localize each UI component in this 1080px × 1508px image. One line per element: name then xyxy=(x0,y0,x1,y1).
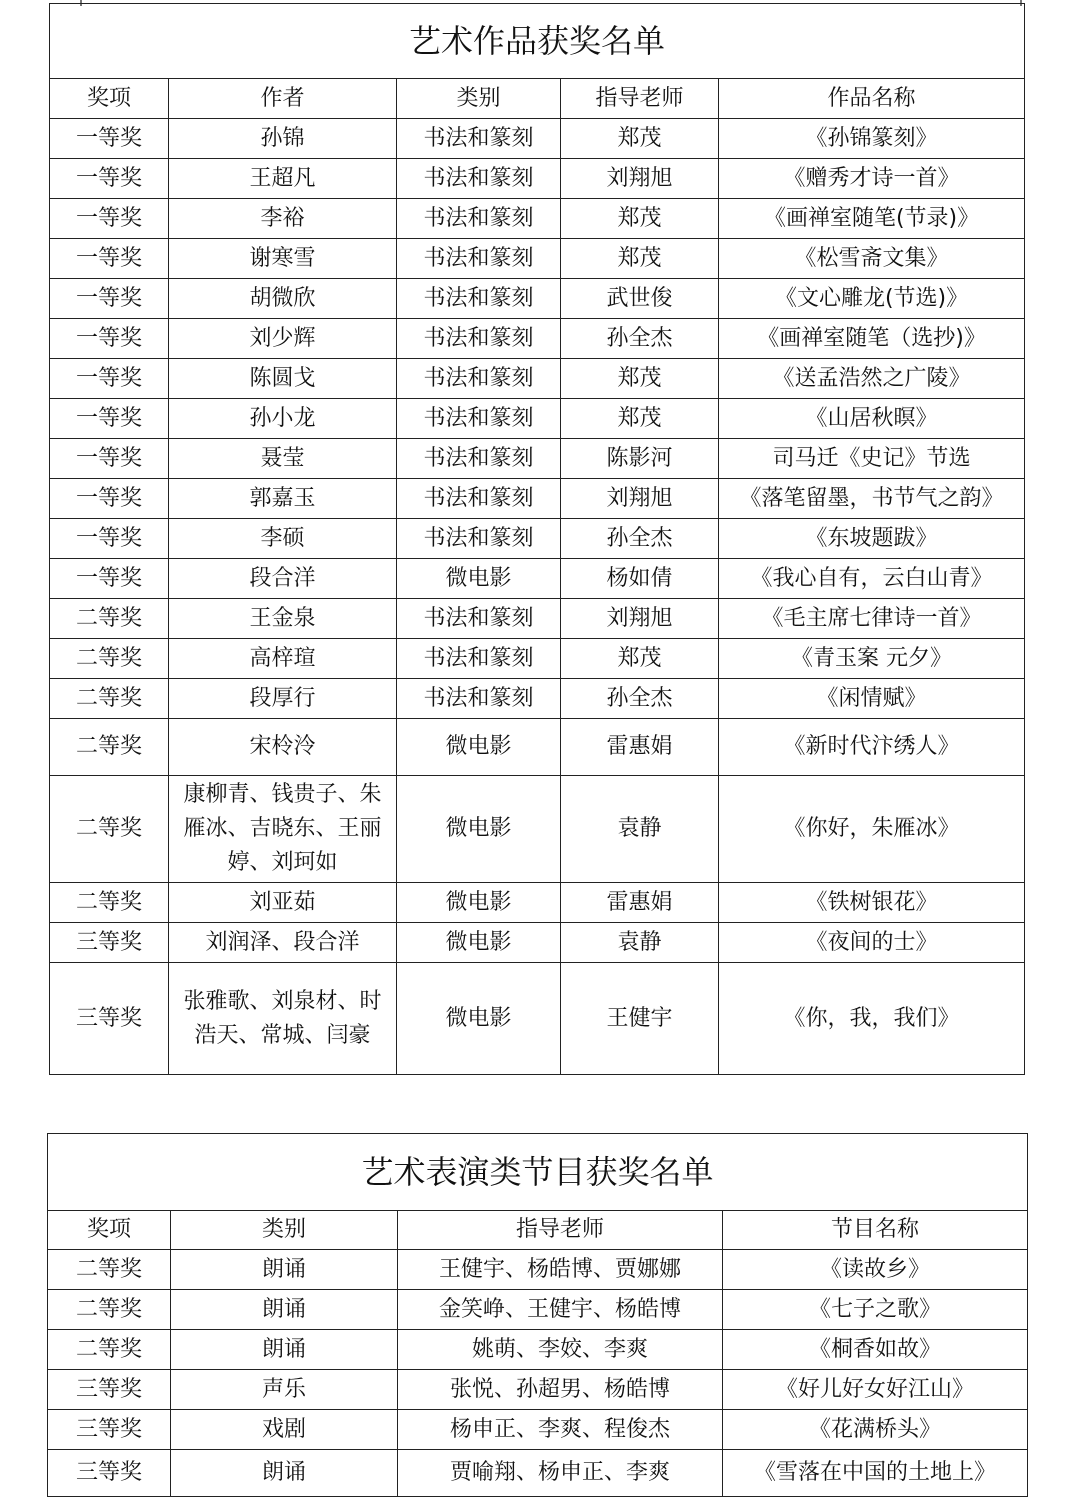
cell-text: 微电影 xyxy=(445,1005,512,1031)
cell-text: 《画禅室随笔(节录)》 xyxy=(763,205,980,231)
table-cell xyxy=(719,719,1025,776)
table-row xyxy=(50,559,1025,599)
cell-text: 二等奖 xyxy=(75,645,142,671)
cell-text: 书法和篆刻 xyxy=(423,485,534,511)
cell-text: 孙锦 xyxy=(260,125,305,151)
cell-text: 康柳青、钱贵子、朱雁冰、吉晓东、王丽婷、刘珂如 xyxy=(183,782,382,875)
cell-text: 谢寒雪 xyxy=(249,245,316,271)
cell-text: 刘亚茹 xyxy=(249,889,316,915)
cell-text: 郑茂 xyxy=(617,645,662,671)
cell-text: 雷惠娟 xyxy=(606,889,673,915)
table-cell xyxy=(561,776,719,883)
table-cell xyxy=(398,1290,723,1330)
cell-text: 陈影河 xyxy=(606,445,673,471)
table-cell xyxy=(397,883,561,923)
cell-text: 朗诵 xyxy=(261,1460,306,1485)
cell-text: 二等奖 xyxy=(75,1296,142,1322)
cell-text: 二等奖 xyxy=(75,1256,142,1282)
table-cell xyxy=(719,279,1025,319)
cell-text: 王健宇 xyxy=(606,1005,673,1031)
cell-text: 一等奖 xyxy=(75,245,142,271)
table-cell xyxy=(398,1410,723,1450)
table-cell xyxy=(50,239,169,279)
table-cell xyxy=(50,719,169,776)
table-cell xyxy=(50,963,169,1075)
cell-text: 一等奖 xyxy=(75,325,142,351)
table-row xyxy=(48,1450,1028,1497)
table-row xyxy=(50,923,1025,963)
table-cell xyxy=(397,679,561,719)
table-cell xyxy=(50,519,169,559)
cell-text: 三等奖 xyxy=(75,1460,142,1485)
table-cell xyxy=(561,119,719,159)
table-cell xyxy=(397,159,561,199)
cell-text: 二等奖 xyxy=(75,1336,142,1362)
table-cell xyxy=(397,319,561,359)
table-cell xyxy=(561,963,719,1075)
cell-text: 郭嘉玉 xyxy=(249,485,316,511)
table-cell xyxy=(719,776,1025,883)
table-cell xyxy=(171,1410,398,1450)
table-cell xyxy=(561,679,719,719)
table-cell xyxy=(561,719,719,776)
cell-text: 段合洋 xyxy=(249,565,316,591)
table-cell xyxy=(723,1330,1028,1370)
cell-text: 孙小龙 xyxy=(249,405,316,431)
table-cell xyxy=(397,923,561,963)
cell-text: 朗诵 xyxy=(261,1256,306,1282)
cell-text: 孙全杰 xyxy=(606,325,673,351)
header-row xyxy=(50,79,1025,119)
table-cell xyxy=(50,776,169,883)
table-cell xyxy=(719,883,1025,923)
table-cell xyxy=(169,923,397,963)
cell-text: 书法和篆刻 xyxy=(423,405,534,431)
table-row xyxy=(50,776,1025,883)
cell-text: 书法和篆刻 xyxy=(423,365,534,391)
cell-text: 一等奖 xyxy=(75,125,142,151)
cell-text: 《桐香如故》 xyxy=(809,1336,942,1362)
table-cell xyxy=(50,923,169,963)
cell-text: 孙全杰 xyxy=(606,525,673,551)
table-cell xyxy=(50,883,169,923)
table-cell xyxy=(561,479,719,519)
cell-text: 《读故乡》 xyxy=(820,1256,931,1282)
column-header: 指导老师 xyxy=(398,1211,723,1250)
table-cell xyxy=(50,399,169,439)
table-cell xyxy=(719,319,1025,359)
cell-text: 三等奖 xyxy=(75,929,142,955)
table-cell xyxy=(561,359,719,399)
table-cell xyxy=(50,359,169,399)
header-row xyxy=(48,1211,1028,1250)
cell-text: 《毛主席七律诗一首》 xyxy=(761,605,982,631)
cell-text: 《东坡题跋》 xyxy=(805,525,938,551)
table-cell xyxy=(719,239,1025,279)
cell-text: 郑茂 xyxy=(617,125,662,151)
table-cell xyxy=(169,599,397,639)
table-cell xyxy=(169,479,397,519)
cell-text: 刘翔旭 xyxy=(606,605,673,631)
table-cell xyxy=(50,479,169,519)
table-cell xyxy=(169,559,397,599)
table-cell xyxy=(169,883,397,923)
cell-text: 《花满桥头》 xyxy=(809,1416,942,1442)
cell-text: 《文心雕龙(节选)》 xyxy=(774,285,969,311)
cell-text: 《铁树银花》 xyxy=(805,889,938,915)
cell-text: 微电影 xyxy=(445,889,512,915)
cell-text: 书法和篆刻 xyxy=(423,525,534,551)
table-cell xyxy=(561,559,719,599)
cell-text: 书法和篆刻 xyxy=(423,645,534,671)
table-cell xyxy=(719,439,1025,479)
table-row xyxy=(50,399,1025,439)
cell-text: 刘少辉 xyxy=(249,325,316,351)
cell-text: 朗诵 xyxy=(261,1296,306,1322)
cell-text: 二等奖 xyxy=(75,734,142,759)
cell-text: 微电影 xyxy=(445,929,512,955)
table-cell xyxy=(169,963,397,1075)
table-cell xyxy=(561,399,719,439)
table-cell xyxy=(169,199,397,239)
cell-text: 书法和篆刻 xyxy=(423,205,534,231)
table-cell xyxy=(398,1450,723,1497)
table-cell xyxy=(169,119,397,159)
cell-text: 朗诵 xyxy=(261,1336,306,1362)
cell-text: 张悦、孙超男、杨皓博 xyxy=(449,1376,670,1402)
cell-text: 《你，我，我们》 xyxy=(783,1005,960,1031)
table-cell xyxy=(561,639,719,679)
table-cell xyxy=(50,639,169,679)
table-cell xyxy=(171,1370,398,1410)
table-row xyxy=(50,519,1025,559)
table-row xyxy=(50,719,1025,776)
table-row xyxy=(50,279,1025,319)
table-cell xyxy=(169,639,397,679)
table-cell xyxy=(171,1290,398,1330)
table-cell xyxy=(397,963,561,1075)
cell-text: 聂莹 xyxy=(260,445,305,471)
table-row xyxy=(50,239,1025,279)
table-cell xyxy=(50,679,169,719)
column-header: 类别 xyxy=(171,1211,398,1250)
cell-text: 一等奖 xyxy=(75,565,142,591)
table-cell xyxy=(169,359,397,399)
table-cell xyxy=(723,1410,1028,1450)
cell-text: 二等奖 xyxy=(75,685,142,711)
table-cell xyxy=(397,399,561,439)
table-cell xyxy=(723,1290,1028,1330)
table-cell xyxy=(171,1330,398,1370)
table-cell xyxy=(169,159,397,199)
table-cell xyxy=(397,479,561,519)
table-cell xyxy=(397,119,561,159)
cell-text: 书法和篆刻 xyxy=(423,165,534,191)
table-cell xyxy=(397,239,561,279)
cell-text: 《新时代汴绣人》 xyxy=(783,734,960,759)
cell-text: 书法和篆刻 xyxy=(423,685,534,711)
table-cell xyxy=(561,319,719,359)
cell-text: 一等奖 xyxy=(75,525,142,551)
cell-text: 一等奖 xyxy=(75,285,142,311)
table-cell xyxy=(719,679,1025,719)
cell-text: 《青玉案 元夕》 xyxy=(791,645,953,671)
cell-text: 《七子之歌》 xyxy=(809,1296,942,1322)
cell-text: 《落笔留墨，书节气之韵》 xyxy=(739,485,1004,511)
table-cell xyxy=(50,319,169,359)
cell-text: 《你好，朱雁冰》 xyxy=(783,816,960,841)
cell-text: 三等奖 xyxy=(75,1005,142,1031)
cell-text: 李裕 xyxy=(260,205,305,231)
cell-text: 微电影 xyxy=(445,734,512,759)
cell-text: 陈圆戈 xyxy=(249,365,316,391)
table-row xyxy=(48,1250,1028,1290)
table-cell xyxy=(397,199,561,239)
cell-text: 微电影 xyxy=(445,565,512,591)
table-row xyxy=(48,1330,1028,1370)
cell-text: 袁静 xyxy=(617,929,662,955)
cell-text: 书法和篆刻 xyxy=(423,325,534,351)
table-cell xyxy=(48,1290,171,1330)
cell-text: 戏剧 xyxy=(261,1416,306,1442)
cell-text: 杨如倩 xyxy=(606,565,673,591)
table-cell xyxy=(719,639,1025,679)
artwork-awards-table xyxy=(49,3,1025,1075)
cell-text: 贾喻翔、杨申正、李爽 xyxy=(449,1460,670,1485)
cell-text: 刘翔旭 xyxy=(606,485,673,511)
table-cell xyxy=(171,1450,398,1497)
cell-text: 杨申正、李爽、程俊杰 xyxy=(449,1416,670,1442)
table-cell xyxy=(561,599,719,639)
table-cell xyxy=(169,279,397,319)
cell-text: 《夜间的士》 xyxy=(805,929,938,955)
table-row xyxy=(50,439,1025,479)
cell-text: 一等奖 xyxy=(75,365,142,391)
cell-text: 一等奖 xyxy=(75,165,142,191)
table-cell xyxy=(723,1370,1028,1410)
cell-text: 郑茂 xyxy=(617,365,662,391)
table-cell xyxy=(561,883,719,923)
cell-text: 《山居秋暝》 xyxy=(805,405,938,431)
table-cell xyxy=(397,279,561,319)
table-cell xyxy=(561,279,719,319)
cell-text: 刘润泽、段合洋 xyxy=(205,929,360,955)
cell-text: 王健宇、杨皓博、贾娜娜 xyxy=(438,1256,681,1282)
cell-text: 《画禅室随笔（选抄)》 xyxy=(757,325,986,351)
table-cell xyxy=(397,599,561,639)
cell-text: 段厚行 xyxy=(249,685,316,711)
cell-text: 张雅歌、刘泉材、时浩天、常城、闫豪 xyxy=(183,988,382,1048)
cell-text: 书法和篆刻 xyxy=(423,125,534,151)
cell-text: 李硕 xyxy=(260,525,305,551)
table-row xyxy=(48,1410,1028,1450)
table-cell xyxy=(398,1330,723,1370)
cell-text: 声乐 xyxy=(261,1376,306,1402)
cell-text: 郑茂 xyxy=(617,205,662,231)
cell-text: 一等奖 xyxy=(75,205,142,231)
table-cell xyxy=(50,119,169,159)
cell-text: 《好儿好女好江山》 xyxy=(776,1376,975,1402)
table-row xyxy=(50,319,1025,359)
table-cell xyxy=(50,159,169,199)
column-header: 奖项 xyxy=(48,1211,171,1250)
cell-text: 郑茂 xyxy=(617,405,662,431)
cell-text: 《松雪斋文集》 xyxy=(794,245,949,271)
cell-text: 武世俊 xyxy=(606,285,673,311)
cell-text: 雷惠娟 xyxy=(606,734,673,759)
table-cell xyxy=(169,399,397,439)
cell-text: 一等奖 xyxy=(75,405,142,431)
table-cell xyxy=(723,1450,1028,1497)
table-cell xyxy=(561,159,719,199)
table-cell xyxy=(719,359,1025,399)
table-cell xyxy=(561,519,719,559)
table-cell xyxy=(719,559,1025,599)
column-header: 作品名称 xyxy=(719,79,1025,119)
table-row xyxy=(50,119,1025,159)
table-cell xyxy=(397,559,561,599)
table-cell xyxy=(398,1250,723,1290)
table-title: 艺术作品获奖名单 xyxy=(50,4,1025,79)
cell-text: 书法和篆刻 xyxy=(423,245,534,271)
cell-text: 孙全杰 xyxy=(606,685,673,711)
table-row xyxy=(50,199,1025,239)
table-cell xyxy=(50,279,169,319)
cell-text: 司马迁《史记》节选 xyxy=(772,445,971,471)
cell-text: 王超凡 xyxy=(249,165,316,191)
table-cell xyxy=(397,439,561,479)
table-cell xyxy=(719,963,1025,1075)
table-cell xyxy=(719,119,1025,159)
table-cell xyxy=(171,1250,398,1290)
table-cell xyxy=(723,1250,1028,1290)
cell-text: 书法和篆刻 xyxy=(423,445,534,471)
cell-text: 袁静 xyxy=(617,816,662,841)
cell-text: 《赠秀才诗一首》 xyxy=(783,165,960,191)
table-row xyxy=(48,1370,1028,1410)
table-cell xyxy=(561,199,719,239)
table-row xyxy=(50,679,1025,719)
cell-text: 三等奖 xyxy=(75,1416,142,1442)
table-cell xyxy=(397,719,561,776)
table-cell xyxy=(169,719,397,776)
cell-text: 《闲情赋》 xyxy=(816,685,927,711)
table-cell xyxy=(397,639,561,679)
table-cell xyxy=(719,399,1025,439)
table-cell xyxy=(561,439,719,479)
table-row xyxy=(50,639,1025,679)
performance-awards-table xyxy=(47,1133,1028,1497)
table-row xyxy=(50,883,1025,923)
cell-text: 二等奖 xyxy=(75,605,142,631)
cell-text: 《送孟浩然之广陵》 xyxy=(772,365,971,391)
cell-text: 二等奖 xyxy=(75,889,142,915)
table-row xyxy=(50,479,1025,519)
cell-text: 《孙锦篆刻》 xyxy=(805,125,938,151)
table-cell xyxy=(397,359,561,399)
cell-text: 三等奖 xyxy=(75,1376,142,1402)
table-cell xyxy=(719,599,1025,639)
column-header: 指导老师 xyxy=(561,79,719,119)
table-cell xyxy=(719,199,1025,239)
cell-text: 胡微欣 xyxy=(249,285,316,311)
table-cell xyxy=(50,599,169,639)
table-title: 艺术表演类节目获奖名单 xyxy=(48,1134,1028,1211)
cell-text: 宋柃泠 xyxy=(249,734,316,759)
table-cell xyxy=(48,1410,171,1450)
table-cell xyxy=(48,1370,171,1410)
table-cell xyxy=(719,923,1025,963)
table-cell xyxy=(397,519,561,559)
table-row xyxy=(50,599,1025,639)
table-cell xyxy=(719,479,1025,519)
table-cell xyxy=(561,923,719,963)
cell-text: 姚萌、李姣、李爽 xyxy=(471,1336,648,1362)
table-cell xyxy=(48,1250,171,1290)
cell-text: 书法和篆刻 xyxy=(423,605,534,631)
table-cell xyxy=(169,239,397,279)
cell-text: 高梓瑄 xyxy=(249,645,316,671)
table-row xyxy=(50,963,1025,1075)
column-header: 奖项 xyxy=(50,79,169,119)
cell-text: 郑茂 xyxy=(617,245,662,271)
table-row xyxy=(50,359,1025,399)
cell-text: 一等奖 xyxy=(75,445,142,471)
table-cell xyxy=(169,319,397,359)
cell-text: 二等奖 xyxy=(75,816,142,841)
table-cell xyxy=(719,519,1025,559)
column-header: 作者 xyxy=(169,79,397,119)
cell-text: 微电影 xyxy=(445,816,512,841)
table-cell xyxy=(50,199,169,239)
cell-text: 金笑峥、王健宇、杨皓博 xyxy=(438,1296,681,1322)
cell-text: 一等奖 xyxy=(75,485,142,511)
column-header: 类别 xyxy=(397,79,561,119)
cell-text: 刘翔旭 xyxy=(606,165,673,191)
table-cell xyxy=(561,239,719,279)
table-cell xyxy=(719,159,1025,199)
table-cell xyxy=(169,519,397,559)
table-cell xyxy=(169,776,397,883)
table-row xyxy=(48,1290,1028,1330)
cell-text: 《雪落在中国的土地上》 xyxy=(754,1460,997,1485)
table-cell xyxy=(50,559,169,599)
table-cell xyxy=(48,1450,171,1497)
table-cell xyxy=(397,776,561,883)
table-cell xyxy=(169,439,397,479)
table-cell xyxy=(169,679,397,719)
cell-text: 《我心自有，云白山青》 xyxy=(750,565,993,591)
table-cell xyxy=(50,439,169,479)
table-cell xyxy=(398,1370,723,1410)
column-header: 节目名称 xyxy=(723,1211,1028,1250)
cell-text: 书法和篆刻 xyxy=(423,285,534,311)
table-row xyxy=(50,159,1025,199)
table-cell xyxy=(48,1330,171,1370)
cell-text: 王金泉 xyxy=(249,605,316,631)
